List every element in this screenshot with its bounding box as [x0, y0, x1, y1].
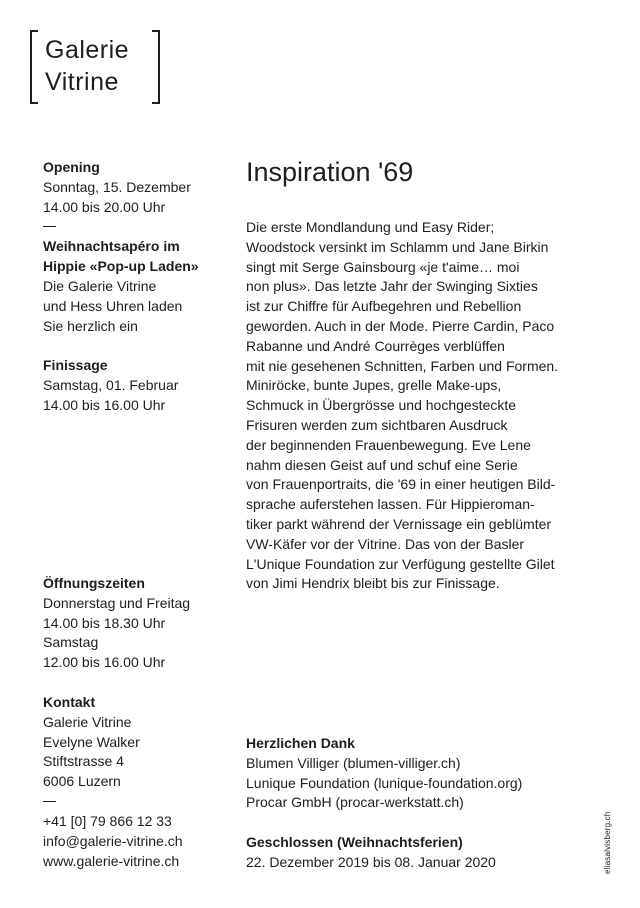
description-line: geworden. Auch in der Mode. Pierre Cardin, Paco: [246, 317, 555, 334]
apero-heading-line-1: Weihnachtsapéro im: [43, 238, 180, 255]
description-line: Frisuren werden zum sichtbaren Ausdruck: [246, 416, 508, 433]
events-column: [43, 158, 233, 416]
thanks-line: Blumen Villiger (blumen-villiger.ch): [246, 754, 461, 771]
hours-line: 14.00 bis 18.30 Uhr: [43, 614, 166, 631]
info-column: [43, 574, 233, 871]
thanks-line: Lunique Foundation (lunique-foundation.org): [246, 774, 523, 791]
logo-bracket-left: [30, 30, 38, 104]
description-line: von Jimi Hendrix bleibt bis zur Finissage.: [246, 575, 500, 592]
logo-line-1: Galerie: [45, 36, 130, 64]
apero-text-line: Sie herzlich ein: [43, 317, 138, 334]
exhibition-description: [246, 218, 586, 594]
contact-email[interactable]: info@galerie-vitrine.ch: [43, 832, 183, 849]
separator: [43, 801, 56, 802]
description-line: der beginnenden Frauenbewegung. Eve Lene: [246, 436, 531, 453]
hours-line: Samstag: [43, 634, 99, 651]
gallery-logo: [30, 30, 160, 102]
contact-address-line: Stiftstrasse 4: [43, 753, 124, 770]
designer-credit: eliasalvisberg.ch: [603, 811, 612, 874]
description-line: VW-Käfer vor der Vitrine. Das von der Basler: [246, 535, 525, 552]
description-line: Miniröcke, bunte Jupes, grelle Make-ups,: [246, 377, 502, 394]
contact-website[interactable]: www.galerie-vitrine.ch: [43, 852, 180, 869]
contact-address-line: 6006 Luzern: [43, 773, 121, 790]
description-line: non plus». Das letzte Jahr der Swinging Sixties: [246, 278, 538, 295]
closed-heading: Geschlossen (Weihnachtsferien): [246, 834, 463, 851]
finissage-heading: Finissage: [43, 357, 108, 374]
opening-heading: Opening: [43, 159, 100, 175]
thanks-line: Procar GmbH (procar-werkstatt.ch): [246, 794, 464, 811]
contact-heading: Kontakt: [43, 693, 96, 710]
description-line: sprache auferstehen lassen. Für Hippieroman-: [246, 496, 535, 513]
opening-date: Sonntag, 15. Dezember: [43, 178, 191, 195]
description-line: singt mit Serge Gainsbourg «je t'aime… moi: [246, 258, 520, 275]
apero-heading-line-2: Hippie «Pop-up Laden»: [43, 258, 199, 275]
exhibition-title: Inspiration '69: [246, 157, 414, 187]
hours-heading: Öffnungszeiten: [43, 575, 145, 591]
thanks-section: [246, 734, 586, 873]
opening-time: 14.00 bis 20.00 Uhr: [43, 198, 166, 215]
description-line: mit nie gesehenen Schnitten, Farben und Formen.: [246, 357, 559, 374]
finissage-time: 14.00 bis 16.00 Uhr: [43, 396, 166, 413]
contact-phone: +41 [0] 79 866 12 33: [43, 812, 172, 829]
description-line: Rabanne und André Courrèges verblüffen: [246, 337, 505, 354]
thanks-heading: Herzlichen Dank: [246, 735, 355, 751]
separator: [43, 226, 56, 227]
closed-dates: 22. Dezember 2019 bis 08. Januar 2020: [246, 853, 496, 870]
apero-text-line: Die Galerie Vitrine: [43, 277, 157, 294]
apero-text-line: und Hess Uhren laden: [43, 297, 183, 314]
logo-bracket-right: [152, 30, 160, 104]
finissage-date: Samstag, 01. Februar: [43, 377, 179, 394]
description-line: von Frauenportraits, die '69 in einer heutigen Bild-: [246, 476, 556, 493]
description-line: ist zur Chiffre für Aufbegehren und Rebellion: [246, 298, 522, 315]
description-line: tiker parkt während der Vernissage ein geblümter: [246, 515, 552, 532]
logo-line-2: Vitrine: [45, 68, 119, 96]
description-line: L'Unique Foundation zur Verfügung gestellte Gilet: [246, 555, 555, 572]
hours-line: Donnerstag und Freitag: [43, 594, 191, 611]
description-line: Woodstock versinkt im Schlamm und Jane Birkin: [246, 238, 549, 255]
description-line: Die erste Mondlandung und Easy Rider;: [246, 219, 495, 235]
contact-address-line: Galerie Vitrine: [43, 713, 132, 730]
hours-line: 12.00 bis 16.00 Uhr: [43, 654, 166, 671]
description-line: nahm diesen Geist auf und schuf eine Serie: [246, 456, 518, 473]
description-line: Schmuck in Übergrösse und hochgesteckte: [246, 397, 517, 414]
contact-address-line: Evelyne Walker: [43, 733, 140, 750]
